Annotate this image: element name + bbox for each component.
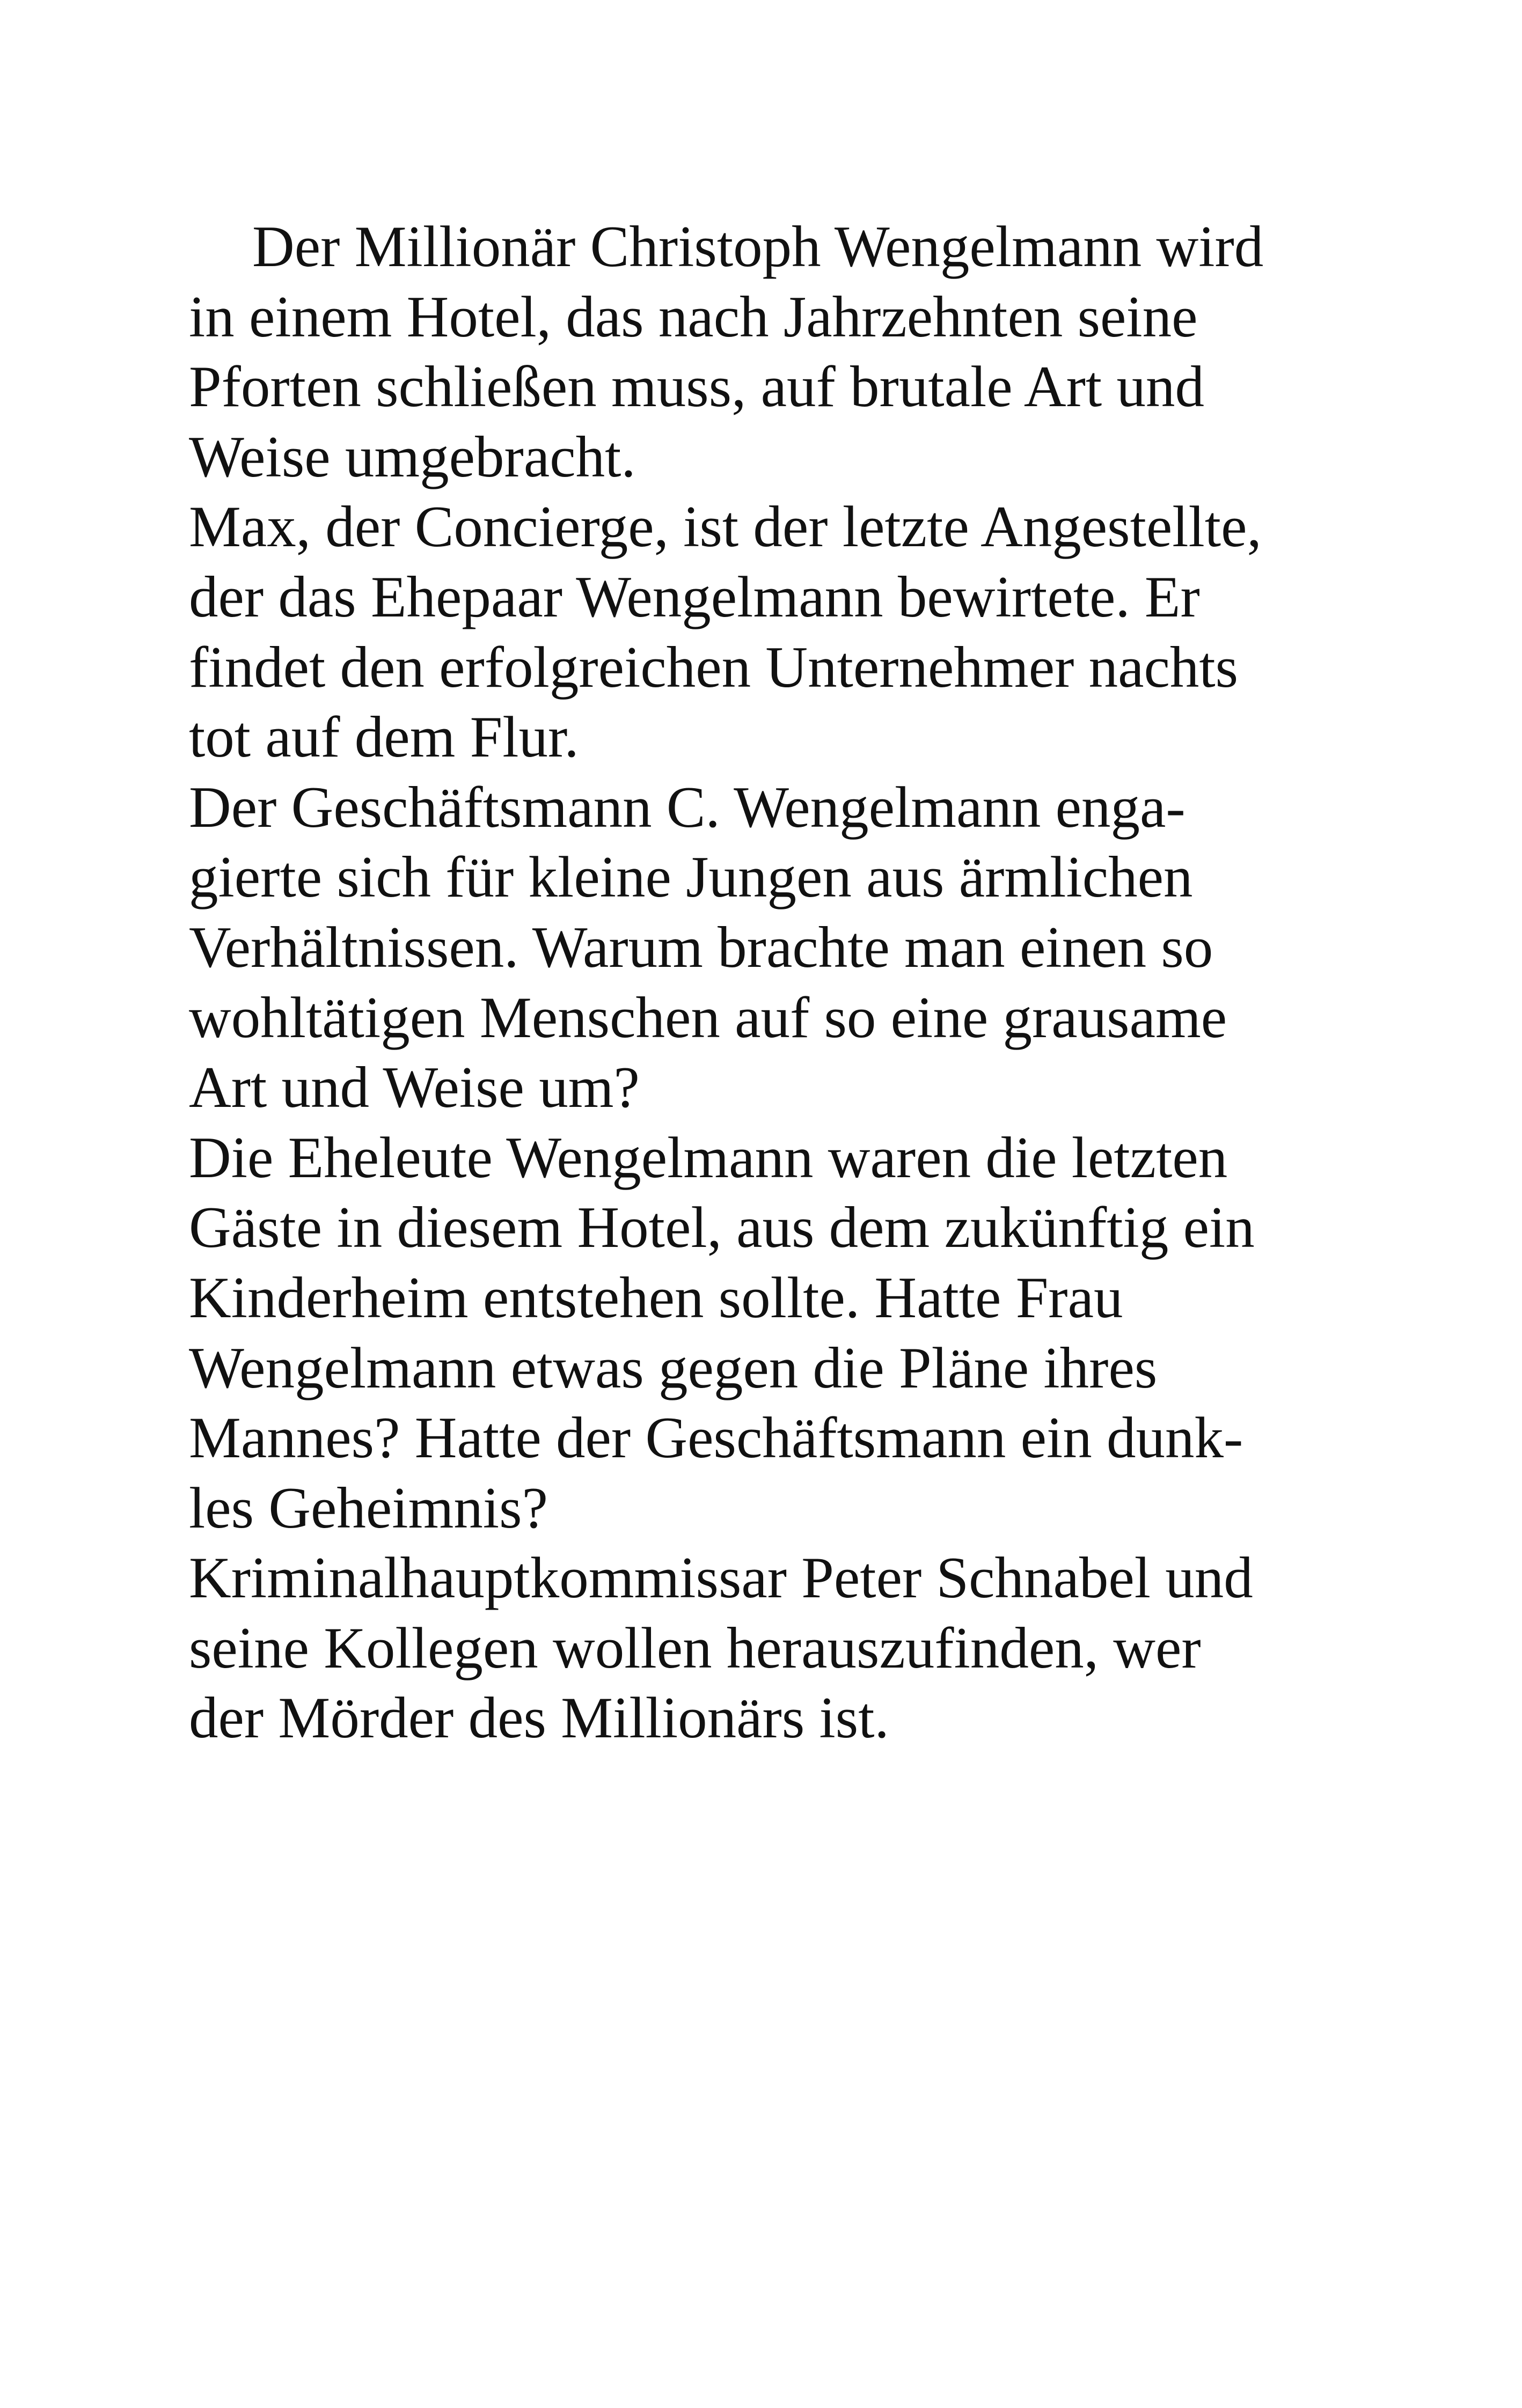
text-line: seine Kollegen wollen herauszufinden, wer	[189, 1615, 1201, 1680]
text-line: Der Geschäftsmann C. Wengelmann enga-	[189, 774, 1186, 840]
text-line: wohltätigen Menschen auf so eine grausame	[189, 985, 1227, 1050]
text-line: gierte sich für kleine Jungen aus ärmlichen	[189, 845, 1193, 910]
text-line: findet den erfolgreichen Unternehmer nachts	[189, 634, 1239, 700]
text-line: les Geheimnis?	[189, 1475, 548, 1540]
text-line: Pforten schließen muss, auf brutale Art und	[189, 354, 1204, 420]
text-line: der Mörder des Millionärs ist.	[189, 1685, 889, 1751]
text-line: der das Ehepaar Wengelmann bewirtete. Er	[189, 564, 1200, 629]
text-line: tot auf dem Flur.	[189, 704, 579, 770]
synopsis-text	[189, 212, 1316, 1753]
text-line: Der Millionär Christoph Wengelmann wird	[252, 214, 1264, 279]
text-line: Die Eheleute Wengelmann waren die letzten	[189, 1125, 1228, 1190]
text-line: Weise umgebracht.	[189, 424, 636, 489]
text-line: in einem Hotel, das nach Jahrzehnten seine	[189, 284, 1198, 349]
text-line: Kriminalhauptkommissar Peter Schnabel und	[189, 1545, 1253, 1611]
text-line: Verhältnissen. Warum brachte man einen so	[189, 914, 1213, 980]
text-line: Art und Weise um?	[189, 1055, 640, 1120]
text-line: Gäste in diesem Hotel, aus dem zukünftig ein	[189, 1195, 1255, 1260]
text-line: Kinderheim entstehen sollte. Hatte Frau	[189, 1265, 1123, 1330]
text-line: Mannes? Hatte der Geschäftsmann ein dunk-	[189, 1405, 1243, 1471]
text-line: Wengelmann etwas gegen die Pläne ihres	[189, 1335, 1158, 1400]
text-line: Max, der Concierge, ist der letzte Angestellte,	[189, 494, 1262, 560]
